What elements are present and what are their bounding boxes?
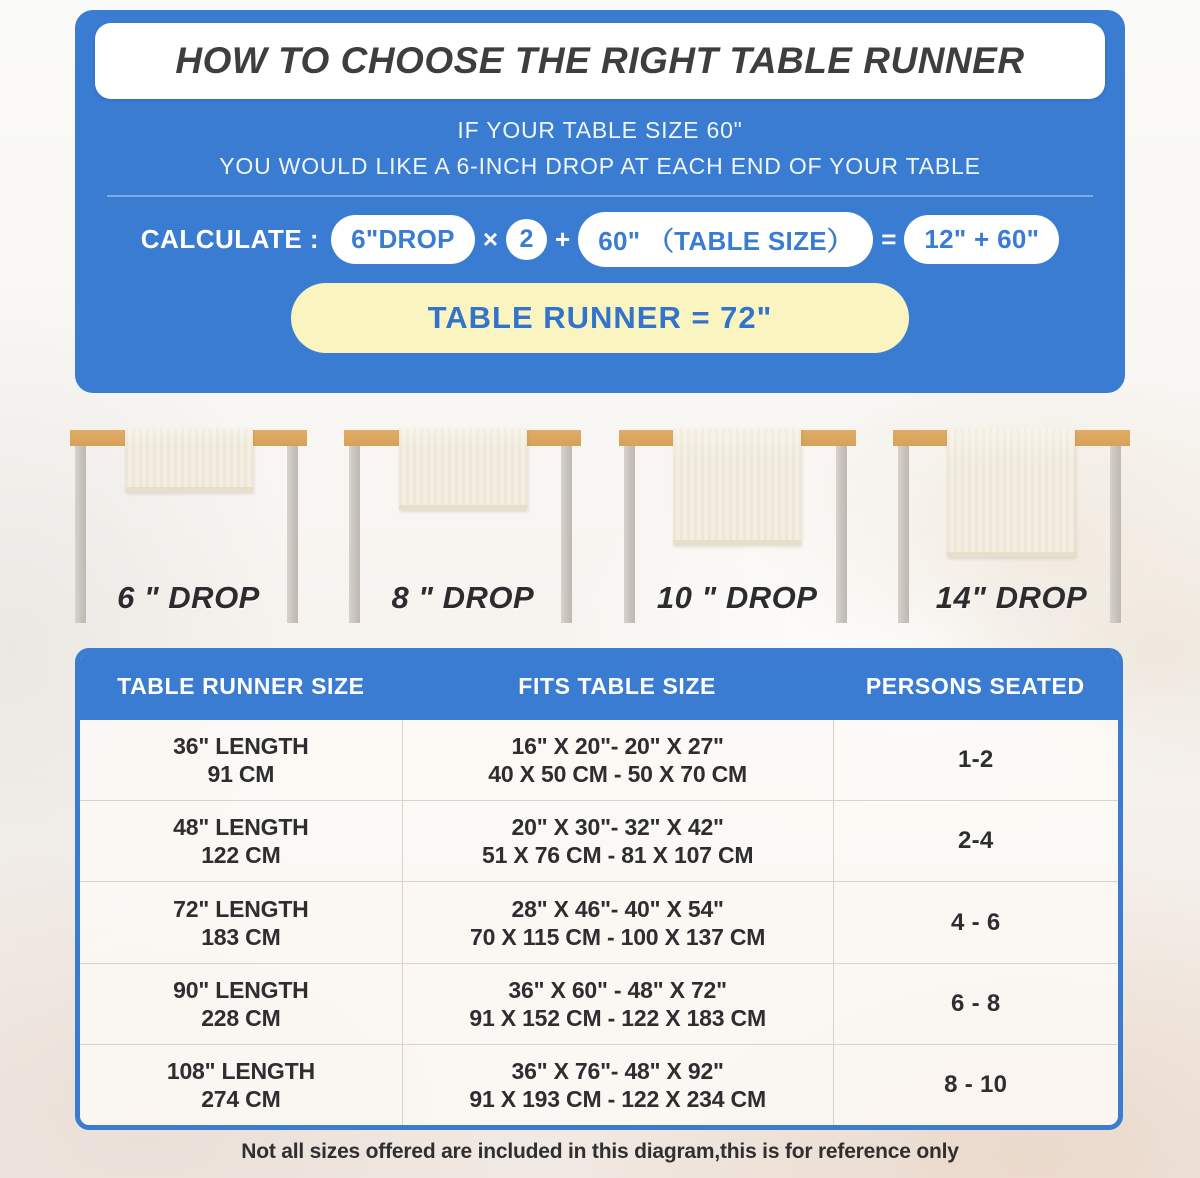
column-header-runner-size: TABLE RUNNER SIZE [117,673,365,699]
drop-value-pill: 6"DROP [331,215,475,264]
table-row [80,1044,1118,1125]
runner-cloth [947,428,1075,557]
runner-size-cell [80,1045,402,1125]
persons-seated-cell: 6 - 8 [833,964,1118,1044]
fits-size-in: 28" X 46"- 40" X 54" [511,895,724,922]
reference-footnote: Not all sizes offered are included in this diagram,this is for reference only [241,1140,959,1163]
drop-figure-8in [344,424,581,630]
drop-figure-10in [619,424,856,630]
runner-length-in: 48" LENGTH [173,814,309,841]
fits-size-cell [402,801,833,881]
drop-figure-14in [893,424,1130,630]
table-size-pill: 60" （TABLE SIZE） [578,212,873,267]
calculation-formula [75,212,1125,267]
runner-cloth [673,428,801,545]
fits-size-in: 36" X 76"- 48" X 92" [511,1057,724,1084]
table-row [80,881,1118,962]
fits-size-cm: 91 X 193 CM - 122 X 234 CM [469,1085,766,1112]
intro-text [75,112,1125,184]
runner-length-in: 108" LENGTH [166,1057,315,1084]
fits-size-cm: 70 X 115 CM - 100 X 137 CM [470,923,766,950]
runner-cloth [399,428,527,510]
runner-cloth [125,428,253,492]
column-header-persons-seated: PERSONS SEATED [865,673,1085,699]
runner-length-cm: 122 CM [201,842,281,869]
runner-length-cm: 91 CM [207,761,275,788]
persons-seated-cell: 1-2 [833,720,1118,800]
multiplier-badge: 2 [506,219,547,260]
runner-length-in: 36" LENGTH [173,733,309,760]
page-title: HOW TO CHOOSE THE RIGHT TABLE RUNNER [175,40,1025,81]
runner-size-cell [80,882,402,962]
table-row [80,963,1118,1044]
result-pill: TABLE RUNNER = 72" [291,283,909,353]
runner-length-in: 90" LENGTH [173,976,309,1003]
plus-operator: + [555,224,571,254]
runner-length-in: 72" LENGTH [173,895,309,922]
column-header-fits-table-size: FITS TABLE SIZE [518,673,716,699]
table-row [80,800,1118,881]
fits-size-cell [402,1045,833,1125]
size-chart-card [75,648,1123,1130]
runner-length-cm: 228 CM [201,1004,281,1031]
intro-line-2: YOU WOULD LIKE A 6-INCH DROP AT EACH END OF YOUR TABLE [219,153,981,179]
table-row [80,720,1118,800]
drop-figure-6in [70,424,307,630]
fits-size-in: 16" X 20"- 20" X 27" [511,733,724,760]
runner-length-cm: 183 CM [201,923,281,950]
calculate-label: CALCULATE : [140,224,320,254]
fits-size-cell [402,964,833,1044]
drop-illustrations [70,424,1130,630]
size-chart-body [80,720,1118,1125]
divider-line [107,195,1093,197]
fits-size-cell [402,720,833,800]
fits-size-cell [402,882,833,962]
runner-size-cell [80,801,402,881]
fits-size-in: 36" X 60" - 48" X 72" [508,976,727,1003]
fits-size-cm: 91 X 152 CM - 122 X 183 CM [469,1004,766,1031]
size-chart-header [80,653,1118,720]
runner-size-cell [80,964,402,1044]
runner-length-cm: 274 CM [201,1085,281,1112]
drop-label: 10 " DROP [656,580,818,615]
persons-seated-cell: 4 - 6 [833,882,1118,962]
fits-size-cm: 51 X 76 CM - 81 X 107 CM [481,842,754,869]
sum-pill: 12" + 60" [904,215,1059,264]
drop-label: 8 " DROP [391,580,535,615]
drop-label: 14" DROP [935,580,1088,615]
intro-line-1: IF YOUR TABLE SIZE 60" [457,117,743,143]
persons-seated-cell: 2-4 [833,801,1118,881]
drop-label: 6 " DROP [117,580,260,615]
title-card [95,23,1105,99]
equals-operator: = [881,224,897,254]
instruction-panel [75,10,1125,393]
fits-size-cm: 40 X 50 CM - 50 X 70 CM [488,761,748,788]
persons-seated-cell: 8 - 10 [833,1045,1118,1125]
runner-size-cell [80,720,402,800]
fits-size-in: 20" X 30"- 32" X 42" [511,814,724,841]
times-operator: × [482,224,498,254]
